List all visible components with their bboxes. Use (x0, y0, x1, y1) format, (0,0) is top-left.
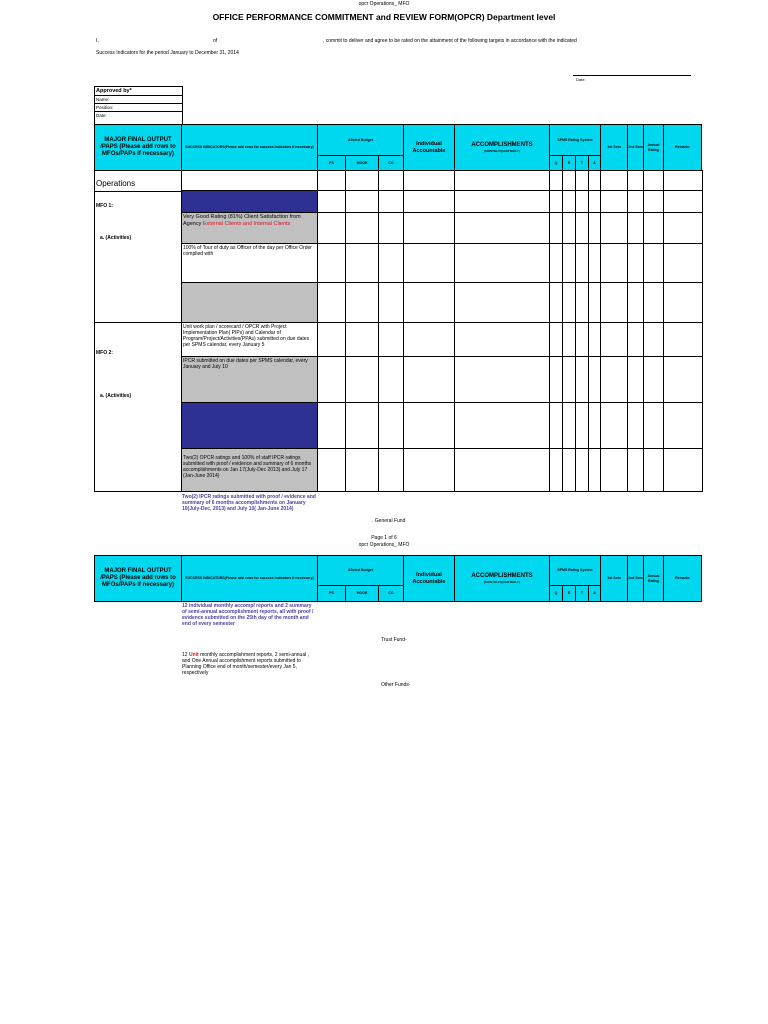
period-text: Success Indicators for the period January to December 31, 2014 (96, 50, 239, 56)
hdr2-co: CO (378, 585, 404, 602)
hdr-individual: Individual Accountable (403, 124, 455, 171)
hdr-spms: SPMS Rating System (549, 124, 601, 156)
p2-si2-text (182, 652, 317, 676)
si2-text: 100% of Tour of duty as Officer of the day per Office Order complied with (183, 245, 312, 257)
operations-label: Operations (96, 179, 136, 188)
hdr-accomplishments-label: ACCOMPLISHMENTS (471, 141, 533, 148)
activities1-label: a. (Activities) (100, 235, 132, 241)
p2-si2-text-b: Unit (188, 652, 199, 658)
trust-fund-label: Trust Fund- (381, 637, 407, 643)
hdr2-success: SUCCESS INDICATORS(Please add rows for success indicators if necessary) (181, 555, 318, 602)
footer-label: opcr Operations_ MFO (358, 542, 410, 548)
si5-text: Two(2) OPCR ratings and 100% of staff IPCR ratings submitted with proof / evidence and summary of 6 months accomplishments on Jan 17(July-Dec 2013) and July 17 (Jan-June 2014) (183, 455, 312, 479)
gray-block-2 (182, 283, 317, 322)
hdr-e: E (562, 155, 576, 171)
commit-text: , commit to deliver and agree to be rated on the attainment of the following targets in accordance with the indicated (323, 38, 577, 44)
hdr-remarks: Remarks (663, 124, 702, 171)
commit-i: I, (96, 38, 99, 44)
blue-block-2 (182, 403, 317, 448)
form-title: OFFICE PERFORMANCE COMMITMENT and REVIEW FORM(OPCR) Department level (212, 12, 556, 22)
si6-text: Two(2) IPCR ratings submitted with proof / evidence and summary of 6 months accomplishments on January 10(July-Dec, 2013) and July 10( Jan-June 2014) (182, 494, 316, 512)
approved-title: Approved by* (95, 87, 182, 96)
date-label: Date: (576, 77, 586, 82)
hdr2-ps: PS (317, 585, 346, 602)
operations-underline (94, 191, 182, 192)
si1-text-a: Very Good Rating (81%) Client Satisfaction from Agency (183, 214, 301, 227)
activities2-label: a. (Activities) (100, 393, 132, 399)
hdr-success: SUCCESS INDICATORS(Please add rows for success indicators if necessary) (181, 124, 318, 171)
hdr2-sem1: 1st Sem (600, 555, 628, 602)
hdr-annual: Annual Rating (643, 124, 664, 171)
blue-block-1 (182, 191, 317, 212)
hdr2-annual: Annual Rating (643, 555, 664, 602)
page-number: Page 1 of 6 (371, 535, 397, 541)
approved-name: Name: (95, 96, 182, 104)
hdr2-q: Q (549, 585, 563, 602)
hdr2-e: E (562, 585, 576, 602)
other-funds-label: Other Funds- (381, 682, 411, 688)
hdr2-allotted: Alloted Budget (317, 555, 404, 586)
si1-text-b: External Clients and Internal Clients (202, 221, 291, 227)
approved-date: Date: (96, 113, 107, 118)
hdr-sem2: 2nd Sem (627, 124, 644, 171)
hdr2-accomplishments-label: ACCOMPLISHMENTS (471, 572, 533, 579)
hdr2-individual: Individual Accountable (403, 555, 455, 602)
hdr2-accomplishments (454, 555, 550, 602)
hdr2-spms: SPMS Rating System (549, 555, 601, 586)
date-line (573, 75, 691, 76)
hdr2-sem2: 2nd Sem (627, 555, 644, 602)
hdr-mfo: MAJOR FINAL OUTPUT /PAPS (Please add rows to MFOs/PAPs if necessary) (94, 124, 182, 171)
approved-box (94, 86, 183, 126)
p2-si2-text-c: monthly accomplishment reports, 2 semi-annual , and One Annual accomplishment reports submitted to Planning Office end of month/semester/every Jan 5, respectively (182, 652, 310, 676)
hdr-a: A (588, 155, 601, 171)
approved-position: Position: (95, 104, 182, 112)
hdr-allotted: Alloted Budget (317, 124, 404, 156)
hdr-accomplishments-sub: (MONTHLY/QUARTERLY) (484, 148, 520, 153)
hdr-accomplishments (454, 124, 550, 171)
si3-text: Unit work plan / scorecard / OPCR with Project Implementation Plan( PIPs) and Calendar of Program/Project/Activities(PPAs) submitted on due dates per SPMS calendar, every January 5 (183, 324, 310, 348)
hdr2-t: T (575, 585, 589, 602)
p2-si2-text-a: 12 (182, 652, 189, 658)
hdr2-mfo: MAJOR FINAL OUTPUT /PAPS (Please add rows to MFOs/PAPs if necessary) (94, 555, 182, 602)
general-fund-label: . General Fund (372, 518, 406, 524)
mfo2-label: MFO 2: (96, 350, 113, 356)
commit-of: of (213, 38, 218, 44)
si1-text (183, 214, 316, 228)
hdr-t: T (575, 155, 589, 171)
top-label: opcr Operations_ MFO (358, 1, 410, 7)
hdr-co: CO (378, 155, 404, 171)
p2-si1-text: 12 individual monthly accompl reports and 2 summary of semi-annual accomplishment reports, all with proof / evidence submitted on the 25th day of the month and end of every semester (182, 603, 314, 627)
hdr2-accomplishments-sub: (MONTHLY/QUARTERLY) (484, 579, 520, 584)
hdr-mooe: MOOE (345, 155, 379, 171)
hdr-sem1: 1st Sem (600, 124, 628, 171)
hdr2-a: A (588, 585, 601, 602)
hdr-ps: PS (317, 155, 346, 171)
si4-text: IPCR submitted on due dates per SPMS calendar, every January and July 10 (183, 358, 308, 370)
hdr-q: Q (549, 155, 563, 171)
hdr2-mooe: MOOE (345, 585, 379, 602)
mfo1-label: MFO 1: (96, 203, 113, 209)
hdr2-remarks: Remarks (663, 555, 702, 602)
